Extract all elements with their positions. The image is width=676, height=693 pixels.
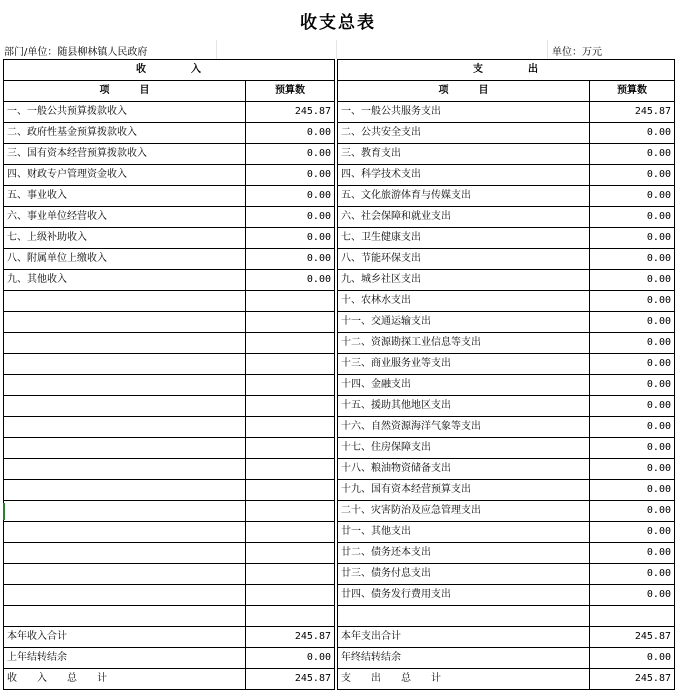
income-item-cell (4, 459, 246, 480)
grid-line (216, 40, 217, 59)
table-row (4, 270, 675, 291)
department-label: 部门/单位：随县柳林镇人民政府 (4, 47, 148, 58)
total-row (4, 627, 675, 648)
expense-item-cell: 本年支出合计 (338, 627, 590, 648)
unit-label: 单位：万元 (552, 47, 602, 58)
expense-item-cell: 廿二、债务还本支出 (338, 543, 590, 564)
expense-item-cell: 三、教育支出 (338, 144, 590, 165)
income-item-cell (4, 585, 246, 606)
income-item-cell: 七、上级补助收入 (4, 228, 246, 249)
table-row (4, 543, 675, 564)
income-item-cell: 三、国有资本经营预算拨款收入 (4, 144, 246, 165)
expense-item-cell: 十四、金融支出 (338, 375, 590, 396)
income-item-cell (4, 375, 246, 396)
income-item-cell: 六、事业单位经营收入 (4, 207, 246, 228)
grid-line (547, 40, 548, 59)
expense-value-cell: 0.00 (590, 459, 675, 480)
group-header-row (4, 60, 675, 81)
table-row (4, 438, 675, 459)
table-row (4, 207, 675, 228)
table-row (4, 102, 675, 123)
expense-item-cell: 八、节能环保支出 (338, 249, 590, 270)
table-row (4, 459, 675, 480)
income-item-cell: 四、财政专户管理资金收入 (4, 165, 246, 186)
income-value-cell (246, 438, 335, 459)
income-item-cell (4, 417, 246, 438)
income-value-cell (246, 459, 335, 480)
expense-item-cell: 十二、资源勘探工业信息等支出 (338, 333, 590, 354)
expense-value-cell: 0.00 (590, 564, 675, 585)
table-row (4, 165, 675, 186)
income-item-cell: 九、其他收入 (4, 270, 246, 291)
income-item-cell (4, 438, 246, 459)
income-value-cell: 0.00 (246, 270, 335, 291)
total-row (4, 648, 675, 669)
expense-item-cell: 十八、粮油物资储备支出 (338, 459, 590, 480)
income-item-cell (4, 564, 246, 585)
expense-item-cell: 六、社会保障和就业支出 (338, 207, 590, 228)
expense-item-cell: 十五、援助其他地区支出 (338, 396, 590, 417)
expense-value-cell (590, 606, 675, 627)
income-item-cell: 收 入 总 计 (4, 669, 246, 690)
income-value-cell (246, 522, 335, 543)
summary-table (3, 59, 675, 690)
income-value-cell (246, 396, 335, 417)
income-value-cell (246, 333, 335, 354)
income-item-cell: 二、政府性基金预算拨款收入 (4, 123, 246, 144)
expense-value-cell: 0.00 (590, 648, 675, 669)
income-group-header: 收 入 (4, 60, 335, 81)
table-row (4, 396, 675, 417)
expense-value-cell: 0.00 (590, 375, 675, 396)
table-row (4, 312, 675, 333)
expense-value-cell: 0.00 (590, 522, 675, 543)
expense-value-cell: 245.87 (590, 102, 675, 123)
expense-value-cell: 0.00 (590, 543, 675, 564)
income-item-cell: 一、一般公共预算拨款收入 (4, 102, 246, 123)
income-item-cell (4, 354, 246, 375)
income-value-cell: 0.00 (246, 228, 335, 249)
expense-value-cell: 0.00 (590, 312, 675, 333)
expense-item-cell: 十七、住房保障支出 (338, 438, 590, 459)
expense-item-cell: 五、文化旅游体育与传媒支出 (338, 186, 590, 207)
income-budget-header: 预算数 (246, 81, 335, 102)
income-value-cell (246, 291, 335, 312)
table-row (4, 333, 675, 354)
expense-value-cell: 0.00 (590, 480, 675, 501)
page-title: 收支总表 (300, 12, 376, 33)
income-value-cell: 245.87 (246, 102, 335, 123)
expense-item-cell: 一、一般公共服务支出 (338, 102, 590, 123)
expense-item-cell: 四、科学技术支出 (338, 165, 590, 186)
table-row (4, 585, 675, 606)
expense-item-cell: 年终结转结余 (338, 648, 590, 669)
table-row (4, 522, 675, 543)
income-item-cell (4, 543, 246, 564)
expense-value-cell: 0.00 (590, 207, 675, 228)
expense-item-header: 项 目 (338, 81, 590, 102)
income-item-header: 项 目 (4, 81, 246, 102)
expense-value-cell: 0.00 (590, 228, 675, 249)
income-item-cell: 五、事业收入 (4, 186, 246, 207)
income-value-cell: 0.00 (246, 186, 335, 207)
expense-item-cell: 十六、自然资源海洋气象等支出 (338, 417, 590, 438)
income-value-cell (246, 543, 335, 564)
income-item-cell: 上年结转结余 (4, 648, 246, 669)
table-row (4, 417, 675, 438)
income-item-cell (4, 396, 246, 417)
expense-value-cell: 0.00 (590, 186, 675, 207)
income-value-cell: 0.00 (246, 207, 335, 228)
income-item-cell (4, 291, 246, 312)
income-item-cell (4, 480, 246, 501)
expense-value-cell: 0.00 (590, 123, 675, 144)
table-row (4, 123, 675, 144)
column-header-row (4, 81, 675, 102)
table-row (4, 606, 675, 627)
expense-item-cell: 七、卫生健康支出 (338, 228, 590, 249)
table-row (4, 354, 675, 375)
expense-item-cell: 二、公共安全支出 (338, 123, 590, 144)
income-value-cell (246, 417, 335, 438)
expense-value-cell: 245.87 (590, 669, 675, 690)
total-row (4, 669, 675, 690)
meta-row (0, 40, 676, 59)
income-item-cell (4, 522, 246, 543)
expense-group-header: 支 出 (338, 60, 675, 81)
expense-item-cell: 十一、交通运输支出 (338, 312, 590, 333)
income-item-cell: 本年收入合计 (4, 627, 246, 648)
expense-item-cell: 廿三、债务付息支出 (338, 564, 590, 585)
expense-item-cell: 十、农林水支出 (338, 291, 590, 312)
expense-budget-header: 预算数 (590, 81, 675, 102)
income-item-cell: 八、附属单位上缴收入 (4, 249, 246, 270)
expense-value-cell: 0.00 (590, 165, 675, 186)
expense-item-cell: 廿四、债务发行费用支出 (338, 585, 590, 606)
income-value-cell: 0.00 (246, 165, 335, 186)
income-value-cell: 0.00 (246, 144, 335, 165)
income-value-cell: 0.00 (246, 123, 335, 144)
expense-item-cell: 二十、灾害防治及应急管理支出 (338, 501, 590, 522)
income-value-cell (246, 585, 335, 606)
expense-value-cell: 0.00 (590, 501, 675, 522)
table-row (4, 186, 675, 207)
expense-value-cell: 0.00 (590, 270, 675, 291)
income-value-cell (246, 564, 335, 585)
income-item-cell (4, 312, 246, 333)
income-value-cell (246, 354, 335, 375)
expense-item-cell: 支 出 总 计 (338, 669, 590, 690)
expense-value-cell: 0.00 (590, 438, 675, 459)
expense-value-cell: 0.00 (590, 291, 675, 312)
expense-item-cell: 十三、商业服务业等支出 (338, 354, 590, 375)
expense-value-cell: 0.00 (590, 417, 675, 438)
income-value-cell: 245.87 (246, 669, 335, 690)
table-row (4, 564, 675, 585)
expense-value-cell: 245.87 (590, 627, 675, 648)
cell-cursor-marker (3, 503, 5, 520)
expense-value-cell: 0.00 (590, 396, 675, 417)
expense-item-cell (338, 606, 590, 627)
income-value-cell (246, 312, 335, 333)
income-value-cell (246, 606, 335, 627)
income-value-cell: 0.00 (246, 249, 335, 270)
expense-item-cell: 九、城乡社区支出 (338, 270, 590, 291)
table-row (4, 228, 675, 249)
table-row (4, 375, 675, 396)
income-value-cell (246, 501, 335, 522)
expense-value-cell: 0.00 (590, 249, 675, 270)
expense-value-cell: 0.00 (590, 354, 675, 375)
table-row (4, 144, 675, 165)
expense-value-cell: 0.00 (590, 333, 675, 354)
income-item-cell (4, 333, 246, 354)
income-item-cell (4, 606, 246, 627)
grid-line (336, 40, 337, 59)
expense-value-cell: 0.00 (590, 585, 675, 606)
table-row (4, 291, 675, 312)
income-value-cell (246, 375, 335, 396)
income-value-cell (246, 480, 335, 501)
table-row (4, 249, 675, 270)
table-row (4, 501, 675, 522)
expense-item-cell: 廿一、其他支出 (338, 522, 590, 543)
income-item-cell (4, 501, 246, 522)
expense-item-cell: 十九、国有资本经营预算支出 (338, 480, 590, 501)
income-value-cell: 0.00 (246, 648, 335, 669)
table-row (4, 480, 675, 501)
income-value-cell: 245.87 (246, 627, 335, 648)
expense-value-cell: 0.00 (590, 144, 675, 165)
